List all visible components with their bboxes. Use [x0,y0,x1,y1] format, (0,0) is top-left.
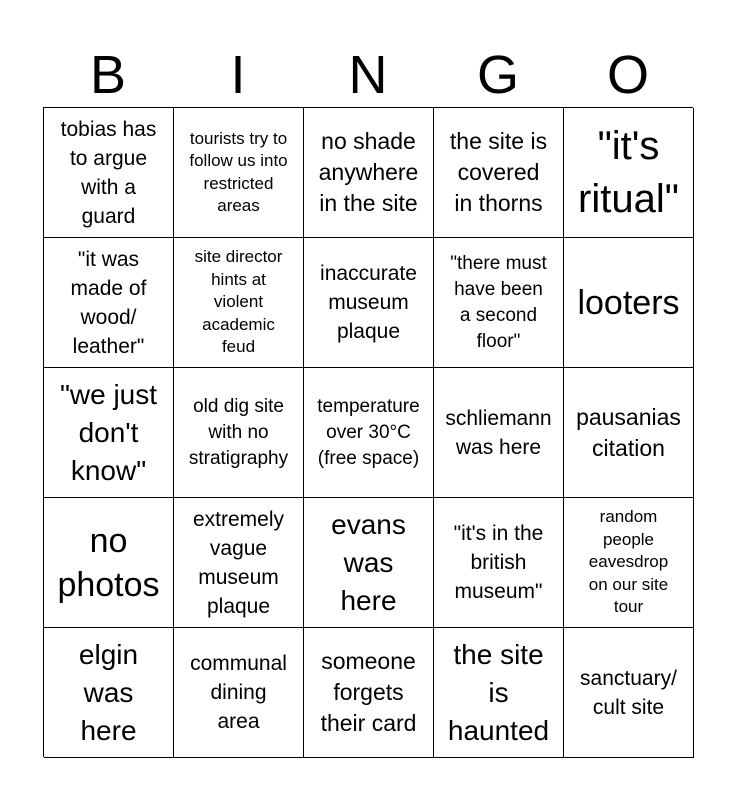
cell-text: tourists try to follow us into restricted areas [189,128,288,215]
cell-text: temperature over 30°C (free space) [317,395,420,469]
cell-text: inaccurate museum plaque [320,262,417,343]
cell-text: no photos [57,521,160,604]
cell-text: "there must have been a second floor" [450,252,547,352]
cell-text: "it's ritual" [578,123,679,221]
bingo-cell-r1c2[interactable] [174,108,304,238]
bingo-cell-r5c1[interactable] [44,628,174,758]
cell-text: tobias has to argue with a guard [60,117,157,228]
bingo-cell-r2c4[interactable] [434,238,564,368]
cell-text: the site is haunted [447,638,550,746]
bingo-cell-r1c1[interactable] [44,108,174,238]
bingo-cell-r3c5[interactable] [564,368,694,498]
cell-text: extremely vague museum plaque [192,507,285,618]
bingo-cell-r3c2[interactable] [174,368,304,498]
bingo-cell-r1c3[interactable] [304,108,434,238]
cell-text: communal dining area [190,652,287,733]
cell-text: site director hints at violent academic feud [194,247,283,357]
bingo-cell-r4c3[interactable] [304,498,434,628]
bingo-cell-r3c3[interactable] [304,368,434,498]
header-letter-o: O [606,45,649,105]
bingo-cell-r5c3[interactable] [304,628,434,758]
bingo-cell-r4c1[interactable] [44,498,174,628]
cell-text: "it's in the british museum" [453,522,544,603]
bingo-cell-r5c5[interactable] [564,628,694,758]
bingo-cell-r3c1[interactable] [44,368,174,498]
bingo-cell-r2c1[interactable] [44,238,174,368]
bingo-cell-r5c4[interactable] [434,628,564,758]
bingo-cell-r1c4[interactable] [434,108,564,238]
bingo-cell-r2c2[interactable] [174,238,304,368]
header-letter-b: B [89,45,127,105]
cell-text: evans was here [331,508,406,616]
bingo-header [43,44,693,106]
cell-text: schliemann was here [445,406,552,459]
bingo-cell-r2c5[interactable] [564,238,694,368]
cell-text: old dig site with no stratigraphy [188,395,289,469]
cell-text: random people eavesdrop on our site tour [588,507,669,617]
cell-text: "it was made of wood/ leather" [70,247,147,358]
cell-text: looters [577,283,680,322]
bingo-cell-r3c4[interactable] [434,368,564,498]
bingo-cell-r4c5[interactable] [564,498,694,628]
header-letter-g: G [476,45,519,105]
bingo-cell-r4c4[interactable] [434,498,564,628]
bingo-cell-r4c2[interactable] [174,498,304,628]
header-letter-i: I [230,45,246,105]
cell-text: "we just don't know" [59,378,158,486]
bingo-board [43,107,693,757]
cell-text: someone forgets their card [320,648,417,736]
cell-text: sanctuary/ cult site [580,666,677,719]
bingo-cell-r5c2[interactable] [174,628,304,758]
cell-text: the site is covered in thorns [449,128,548,216]
bingo-cell-r2c3[interactable] [304,238,434,368]
cell-text: no shade anywhere in the site [318,128,419,216]
header-letter-n: N [348,45,388,105]
cell-text: elgin was here [78,638,139,746]
cell-text: pausanias citation [576,403,681,461]
bingo-cell-r1c5[interactable] [564,108,694,238]
